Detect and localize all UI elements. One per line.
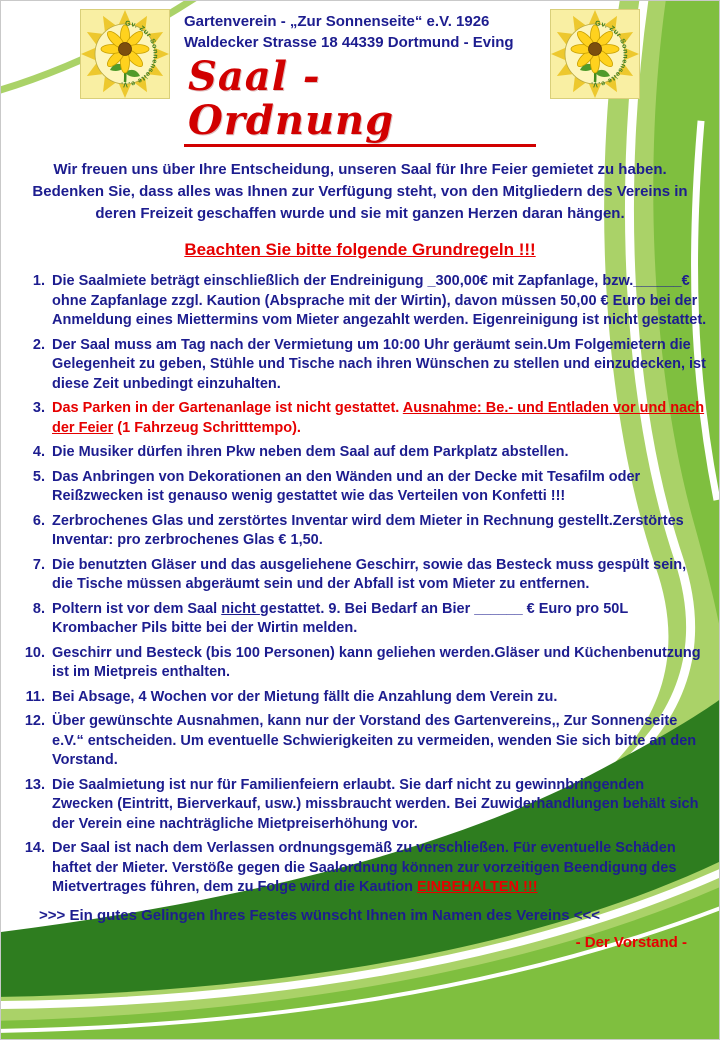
rule-text: Die Musiker dürfen ihren Pkw neben dem Saal auf dem Parkplatz abstellen. <box>52 444 569 460</box>
rule-item <box>11 839 709 898</box>
rule-number: 14. <box>24 840 45 856</box>
rule-text: Bei Absage, 4 Wochen vor der Mietung fällt die Anzahlung dem Verein zu. <box>52 688 558 705</box>
rule-item <box>11 399 709 438</box>
org-address: Waldecker Strasse 18 44339 Dortmund - Eving <box>184 34 514 51</box>
rule-number: 6. <box>32 512 45 529</box>
rule-number: 11. <box>25 688 45 705</box>
rule-item <box>11 556 709 595</box>
rule-item <box>11 776 709 835</box>
rule-number: 8. <box>32 600 45 617</box>
rule-number: 2. <box>32 336 45 353</box>
rules-heading: Beachten Sie bitte folgende Grundregeln !!! <box>184 240 536 259</box>
rule-item <box>11 512 709 551</box>
club-logo-right <box>550 9 640 99</box>
org-name: Gartenverein - „Zur Sonnenseite“ e.V. 1926 <box>184 13 490 30</box>
closing-line: >>> Ein gutes Gelingen Ihres Festes wünscht Ihnen im Namen des Vereins <<< <box>39 906 601 924</box>
rule-number: 5. <box>32 468 45 485</box>
rule-item <box>11 600 709 639</box>
rule-number: 7. <box>32 556 45 573</box>
rule-text: Das Parken in der Gartenanlage ist nicht gestattet. Ausnahme: Be.- und Entladen vor und nach der Feier (1 Fahrzeug Schritttempo). <box>52 400 705 436</box>
page-title: Saal -Ordnung <box>184 55 536 147</box>
rule-item <box>11 272 709 331</box>
rule-item <box>11 688 709 708</box>
rule-item <box>11 443 709 463</box>
rule-text: Poltern ist vor dem Saal nicht gestattet. 9. Bei Bedarf an Bier ______ € Euro pro 50L Krombacher Pils bitte bei der Wirtin melden. <box>52 600 628 636</box>
rule-item <box>11 468 709 507</box>
rule-text: Die Saalmiete beträgt einschließlich der Endreinigung _300,00€ mit Zapfanlage, bzw.______€ ohne Zapfanlage zzgl. Kaution (Absprache mit der Wirtin), davon müssen 50,00 € Euro bei der Anmeldung eines Miettermins vom Mieter angezahlt werden. Eigenreinigung ist nicht gestattet. <box>52 273 707 328</box>
rule-text: Über gewünschte Ausnahmen, kann nur der Vorstand des Gartenvereins,, Zur Sonnenseite e.V.“ entscheiden. Um eventuelle Schwierigkeiten zu vermeiden, wenden Sie sich bitte an den Vorstand. <box>52 713 697 768</box>
document-header <box>11 9 709 147</box>
rule-item <box>11 336 709 395</box>
rule-number: 12. <box>24 713 45 729</box>
rule-text: Die Saalmietung ist nur für Familienfeiern erlaubt. Sie darf nicht zu gewinnbringenden Zwecken (Eintritt, Bierverkauf, usw.) missbraucht werden. Bei Zuwiderhandlungen behält sich der Verein eine nachträgliche Mietpreiserhöhung vor. <box>52 776 699 832</box>
rule-number: 13. <box>24 776 45 793</box>
rule-item <box>11 712 709 771</box>
rule-text: Der Saal muss am Tag nach der Vermietung um 10:00 Uhr geräumt sein.Um Folgemietern die Gelegenheit zu geben, Stühle und Tische nach ihren Wünschen zu stellen und einzudecken, ist diese Zeit unbedingt einzuhalten. <box>52 336 706 392</box>
intro-paragraph: Wir freuen uns über Ihre Entscheidung, unseren Saal für Ihre Feier gemietet zu haben. Bedenken Sie, dass alles was Ihnen zur Verfügung steht, von den Mitgliedern des Vereins in deren Freizeit geschaffen wurde und sie mit ganzen Herzen daran hängen. <box>32 161 688 222</box>
rule-text: Die benutzten Gläser und das ausgeliehene Geschirr, sowie das Besteck muss gespült sein, die Tische müssen abgeräumt sein und der Abfall ist vom Mieter zu entfernen. <box>52 556 687 592</box>
rule-number: 10. <box>24 644 45 661</box>
signature: - Der Vorstand - <box>575 933 687 951</box>
rule-number: 4. <box>32 444 45 460</box>
rule-text: Der Saal ist nach dem Verlassen ordnungsgemäß zu verschließen. Für eventuelle Schäden haftet der Mieter. Verstöße gegen die Saalordnung können zur vorzeitigen Beendigung des Mietvertrages führen, dem zu Folge wird die Kaution EINBEHALTEN !!! <box>52 840 677 895</box>
rule-text: Geschirr und Besteck (bis 100 Personen) kann geliehen werden.Gläser und Küchenbenutzung ist im Mietpreis enthalten. <box>52 644 701 680</box>
header-text-block <box>184 9 536 147</box>
rule-text: Das Anbringen von Dekorationen an den Wänden und an der Decke mit Tesafilm oder Reißzwecken ist genauso wenig gestattet wie das Verteilen von Konfetti !!! <box>52 468 641 504</box>
club-logo-left <box>80 9 170 99</box>
rule-text: Zerbrochenes Glas und zerstörtes Inventar wird dem Mieter in Rechnung gestellt.Zerstörtes Inventar: pro zerbrochenes Glas € 1,50. <box>52 512 684 548</box>
rule-item <box>11 644 709 683</box>
rule-number: 1. <box>32 273 45 289</box>
document-page <box>1 1 719 951</box>
rule-number: 3. <box>32 400 45 416</box>
rules-list <box>11 272 709 898</box>
